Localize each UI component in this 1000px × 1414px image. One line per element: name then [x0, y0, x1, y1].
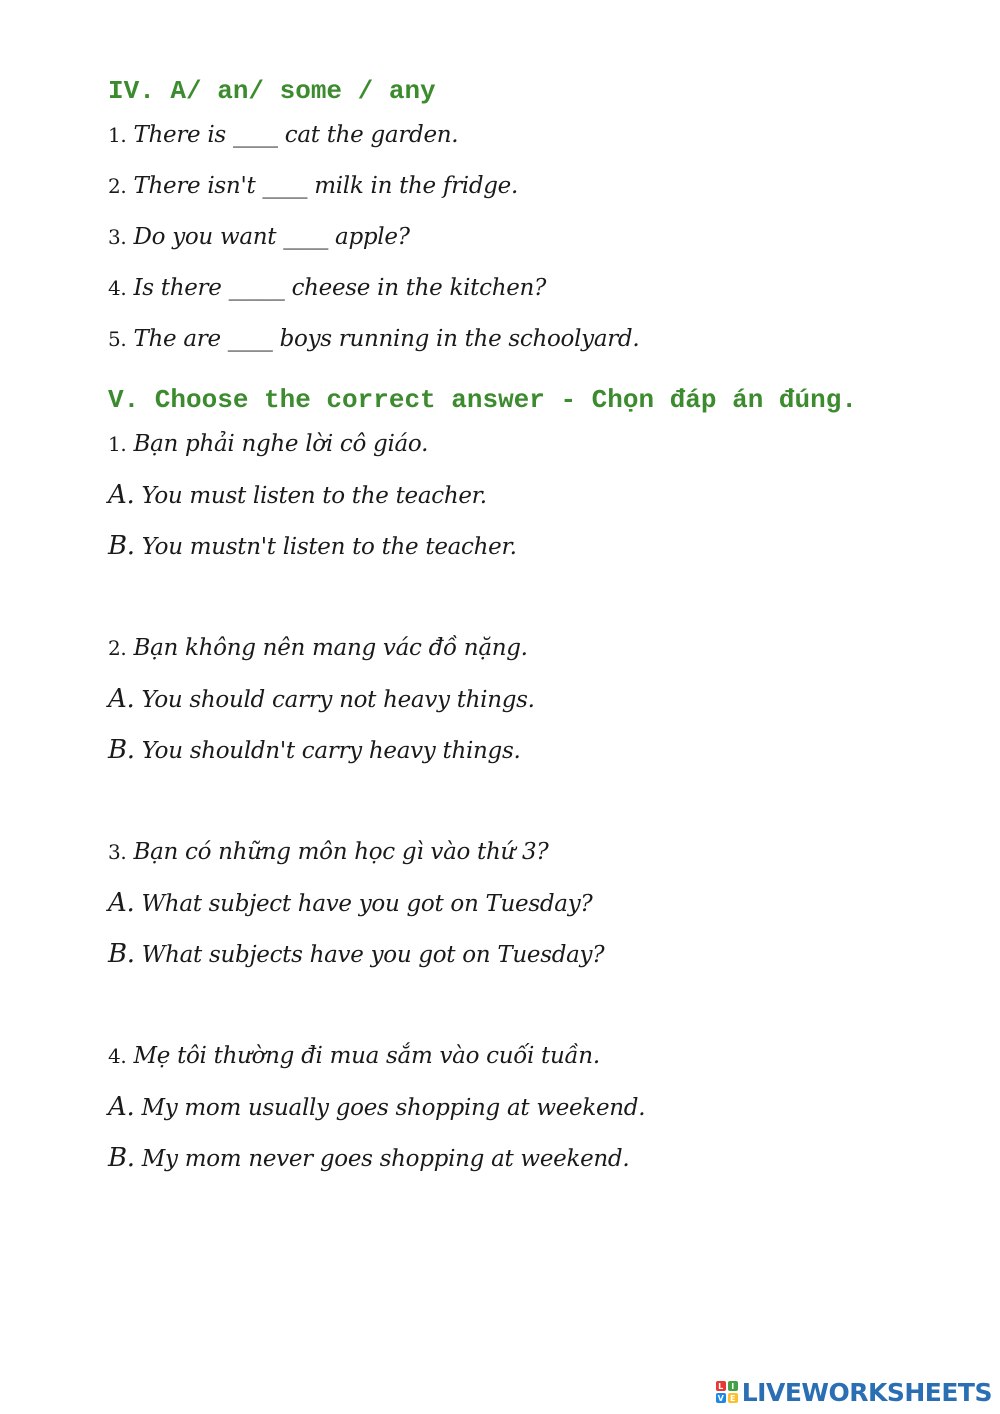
logo-cell-v: V	[717, 1393, 724, 1403]
question-3-option-b[interactable]: B. What subjects have you got on Tuesday?	[108, 939, 605, 969]
exercise-item-1: 1. There is ____ cat the garden.	[108, 122, 459, 148]
section-title-choose-answer: V. Choose the correct answer - Chọn đáp án đúng.	[108, 385, 857, 415]
section-title-articles: IV. A/ an/ some / any	[108, 76, 436, 106]
logo-icon	[716, 1381, 738, 1403]
exercise-item-3: 3. Do you want ____ apple?	[108, 224, 410, 250]
exercise-item-2: 2. There isn't ____ milk in the fridge.	[108, 173, 518, 199]
spacer	[108, 980, 968, 1031]
question-1-option-a[interactable]: A. You must listen to the teacher.	[108, 480, 487, 510]
exercise-item-4: 4. Is there _____ cheese in the kitchen?	[108, 275, 547, 301]
question-4-prompt: 4. Mẹ tôi thường đi mua sắm vào cuối tuần.	[108, 1043, 600, 1069]
question-4-option-a[interactable]: A. My mom usually goes shopping at weekend.	[108, 1092, 646, 1122]
logo-cell-e: E	[728, 1393, 738, 1403]
question-3-option-a[interactable]: A. What subject have you got on Tuesday?	[108, 888, 593, 918]
logo-text: LIVEWORKSHEETS	[741, 1377, 992, 1407]
question-4-option-b[interactable]: B. My mom never goes shopping at weekend.	[108, 1143, 630, 1173]
question-1-option-b[interactable]: B. You mustn't listen to the teacher.	[108, 531, 517, 561]
exercise-item-5: 5. The are ____ boys running in the schoolyard.	[108, 326, 640, 352]
logo-cell-i: I	[728, 1381, 738, 1391]
question-2-option-b[interactable]: B. You shouldn't carry heavy things.	[108, 735, 521, 765]
liveworksheets-logo	[716, 1376, 992, 1408]
spacer	[108, 365, 968, 381]
question-2-prompt: 2. Bạn không nên mang vác đồ nặng.	[108, 635, 528, 661]
worksheet-page	[108, 72, 968, 1184]
question-3-prompt: 3. Bạn có những môn học gì vào thứ 3?	[108, 839, 549, 865]
logo-cell-l: L	[716, 1381, 726, 1391]
spacer	[108, 572, 968, 623]
spacer	[108, 776, 968, 827]
question-1-prompt: 1. Bạn phải nghe lời cô giáo.	[108, 431, 429, 457]
question-2-option-a[interactable]: A. You should carry not heavy things.	[108, 684, 535, 714]
